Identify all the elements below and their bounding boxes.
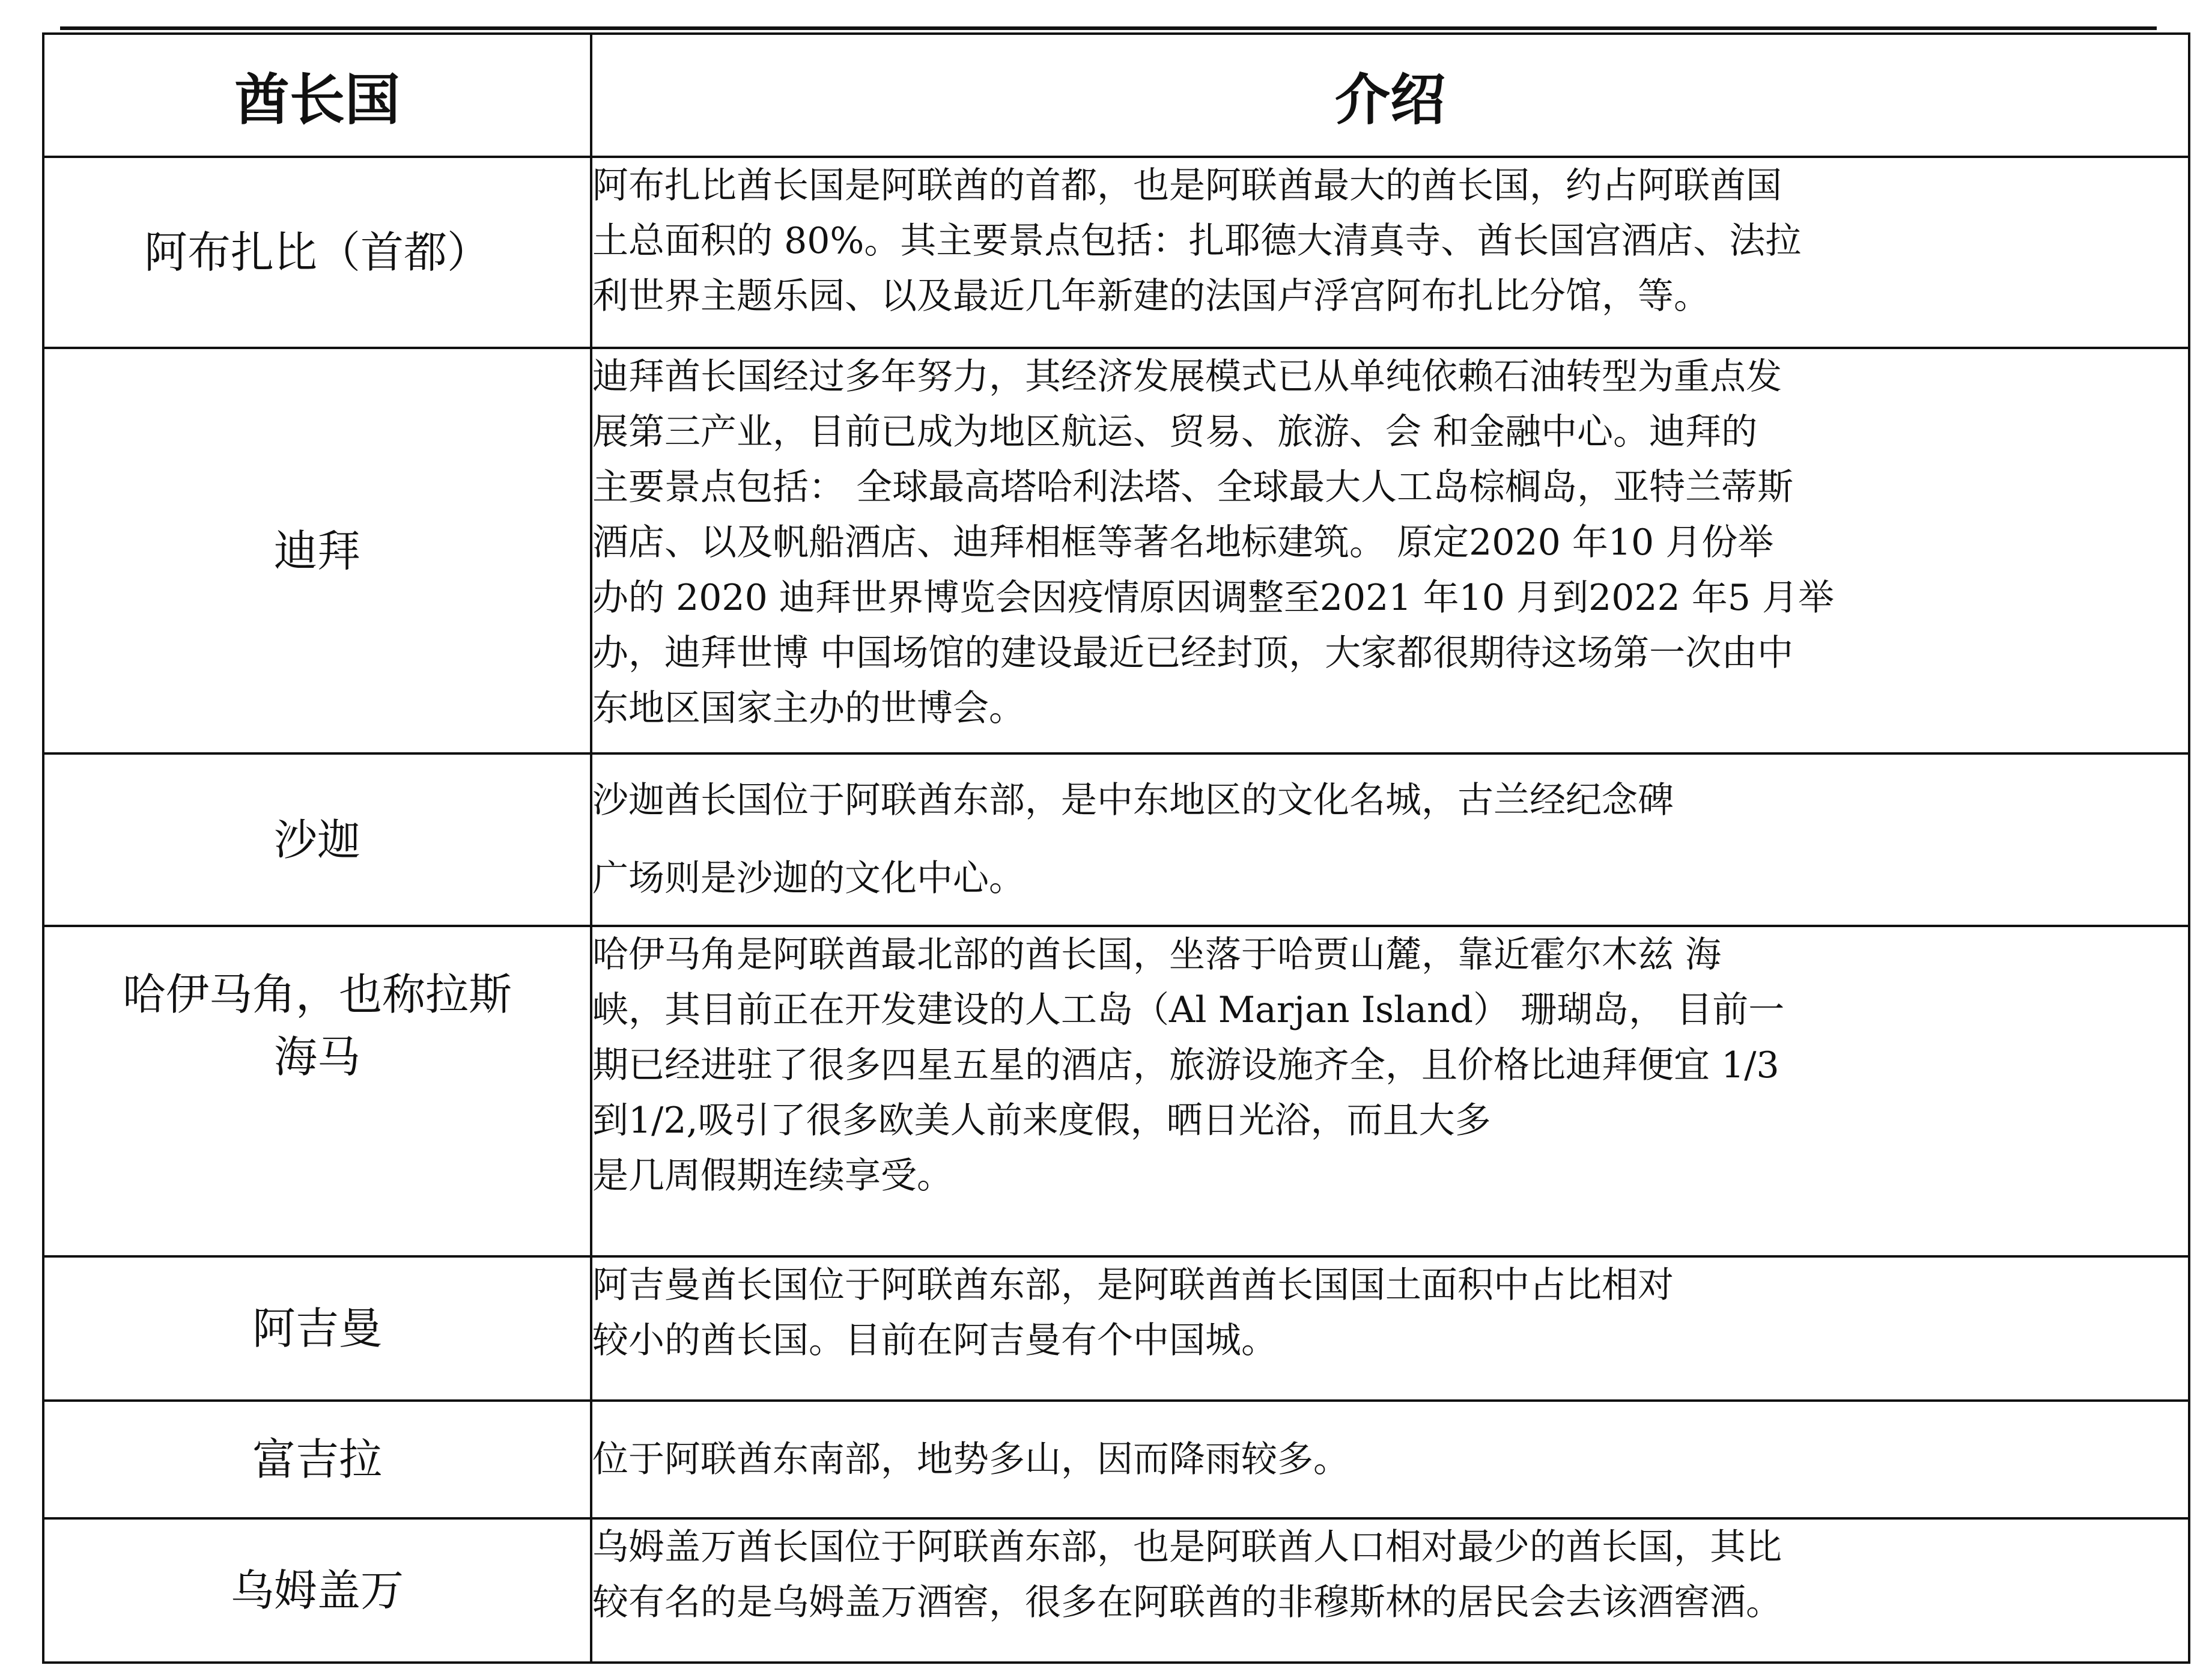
emirates-table	[42, 32, 2190, 1664]
table-row	[43, 157, 2189, 348]
emirate-name: 富吉拉	[43, 1401, 591, 1518]
description-line: 广场则是沙迦的文化中心。	[592, 857, 1025, 899]
description-line: 阿布扎比酋长国是阿联酋的首都，也是阿联酋最大的酋长国，约占阿联酋国	[592, 165, 1782, 207]
emirate-description	[591, 1401, 2189, 1518]
description-line: 位于阿联酋东南部，地势多山，因而降雨较多。	[592, 1438, 1349, 1481]
emirate-description	[591, 753, 2189, 926]
description-line: 主要景点包括： 全球最高塔哈利法塔、全球最大人工岛棕榈岛，亚特兰蒂斯	[592, 466, 1794, 508]
emirate-description	[591, 157, 2189, 348]
emirate-name: 阿吉曼	[43, 1256, 591, 1401]
emirate-name: 迪拜	[43, 348, 591, 753]
description-line: 沙迦酋长国位于阿联酋东部，是中东地区的文化名城，古兰经纪念碑	[592, 779, 1674, 821]
top-rule	[60, 26, 2157, 30]
description-line: 东地区国家主办的世博会。	[592, 687, 1025, 729]
description-line: 土总面积的 80%。其主要景点包括：扎耶德大清真寺、酋长国宫酒店、法拉	[592, 220, 1802, 262]
table-header-row	[43, 34, 2189, 157]
description-line: 展第三产业，目前已成为地区航运、贸易、旅游、会 和金融中心。迪拜的	[592, 411, 1758, 453]
table-row	[43, 753, 2189, 926]
header-emirate: 酋长国	[43, 34, 591, 157]
table-row	[43, 1256, 2189, 1401]
description-line: 期已经进驻了很多四星五星的酒店，旅游设施齐全，且价格比迪拜便宜 1/3	[592, 1044, 1779, 1086]
description-line: 较有名的是乌姆盖万酒窖，很多在阿联酋的非穆斯林的居民会去该酒窖酒。	[592, 1581, 1782, 1624]
table-row	[43, 1518, 2189, 1663]
emirate-description	[591, 1256, 2189, 1401]
description-line: 办的 2020 迪拜世界博览会因疫情原因调整至2021 年10 月到2022 年5 月举	[592, 577, 1835, 619]
description-line: 哈伊马角是阿联酋最北部的酋长国，坐落于哈贾山麓，靠近霍尔木兹 海	[592, 934, 1722, 976]
emirate-name: 乌姆盖万	[43, 1518, 591, 1663]
header-intro: 介绍	[591, 34, 2189, 157]
description-line: 利世界主题乐园、以及最近几年新建的法国卢浮宫阿布扎比分馆，等。	[592, 275, 1710, 317]
emirate-name: 沙迦	[43, 753, 591, 926]
emirate-description	[591, 1518, 2189, 1663]
emirate-name-line: 海马	[273, 1032, 360, 1082]
description-line: 迪拜酋长国经过多年努力，其经济发展模式已从单纯依赖石油转型为重点发	[592, 356, 1782, 398]
emirate-description	[591, 348, 2189, 753]
description-line: 乌姆盖万酋长国位于阿联酋东部，也是阿联酋人口相对最少的酋长国，其比	[592, 1526, 1782, 1568]
description-line: 峡，其目前正在开发建设的人工岛（Al Marjan Island） 珊瑚岛， 目前一	[592, 989, 1785, 1031]
description-line: 到1/2,吸引了很多欧美人前来度假，晒日光浴，而且大多	[592, 1100, 1491, 1142]
emirate-description	[591, 926, 2189, 1256]
description-line: 阿吉曼酋长国位于阿联酋东部，是阿联酋酋长国国土面积中占比相对	[592, 1264, 1674, 1306]
emirate-name: 阿布扎比（首都）	[43, 157, 591, 348]
description-line: 是几周假期连续享受。	[592, 1155, 953, 1197]
table-row	[43, 926, 2189, 1256]
description-line: 办，迪拜世博 中国场馆的建设最近已经封顶，大家都很期待这场第一次由中	[592, 632, 1794, 674]
emirate-name	[43, 926, 591, 1256]
description-line: 较小的酋长国。目前在阿吉曼有个中国城。	[592, 1319, 1277, 1362]
description-line: 酒店、以及帆船酒店、迪拜相框等著名地标建筑。 原定2020 年10 月份举	[592, 522, 1774, 564]
table-row	[43, 1401, 2189, 1518]
table-row	[43, 348, 2189, 753]
emirate-name-line: 哈伊马角，也称拉斯	[122, 969, 512, 1020]
